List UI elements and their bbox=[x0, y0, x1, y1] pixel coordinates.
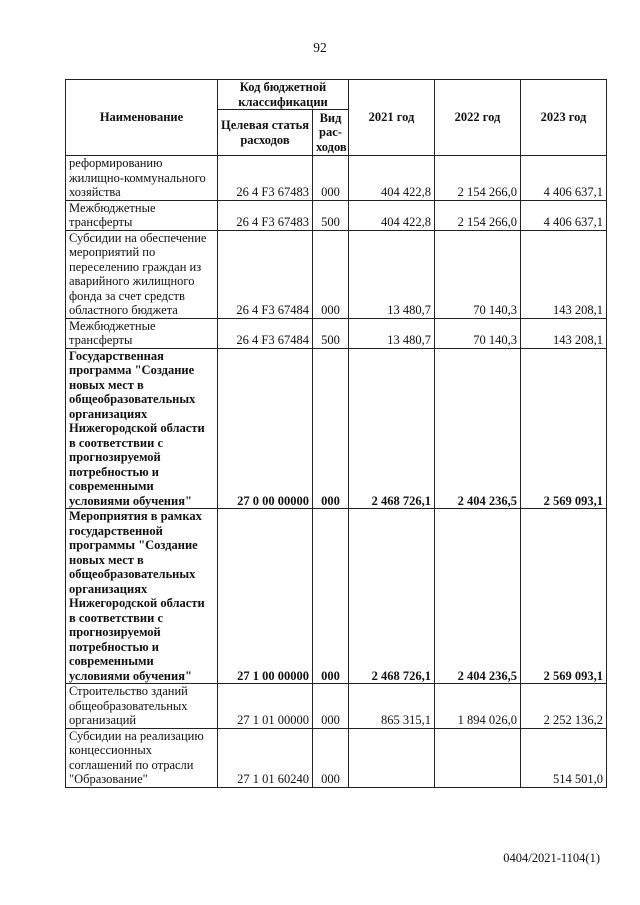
header-code-group: Код бюджетной классификации bbox=[218, 80, 349, 110]
row-2022: 2 404 236,5 bbox=[435, 509, 521, 684]
header-2021: 2021 год bbox=[349, 80, 435, 156]
document-code: 0404/2021-1104(1) bbox=[503, 851, 600, 865]
row-name: Мероприятия в рамках государственной программы "Создание новых мест в общеобразовательных организациях Нижегородской области в соответствии с прогнозируемой потребностью и современными условиями обучения" bbox=[66, 509, 218, 684]
budget-table bbox=[65, 79, 607, 788]
table-row bbox=[66, 728, 607, 787]
row-target-article: 27 0 00 00000 bbox=[218, 348, 313, 509]
row-2023: 4 406 637,1 bbox=[521, 156, 607, 201]
row-2023: 2 569 093,1 bbox=[521, 348, 607, 509]
page-number: 92 bbox=[313, 40, 327, 55]
row-2021: 2 468 726,1 bbox=[349, 509, 435, 684]
row-name: Субсидии на обеспечение мероприятий по переселению граждан из аварийного жилищного фонда за счет средств областного бюджета bbox=[66, 230, 218, 318]
row-2021: 2 468 726,1 bbox=[349, 348, 435, 509]
table-body bbox=[66, 156, 607, 788]
row-2022: 70 140,3 bbox=[435, 318, 521, 348]
row-expense-type: 000 bbox=[313, 348, 349, 509]
row-2021: 404 422,8 bbox=[349, 200, 435, 230]
row-target-article: 26 4 F3 67483 bbox=[218, 200, 313, 230]
row-name: Межбюджетные трансферты bbox=[66, 318, 218, 348]
row-target-article: 26 4 F3 67484 bbox=[218, 318, 313, 348]
row-expense-type: 500 bbox=[313, 318, 349, 348]
row-expense-type: 500 bbox=[313, 200, 349, 230]
row-expense-type: 000 bbox=[313, 156, 349, 201]
row-target-article: 27 1 00 00000 bbox=[218, 509, 313, 684]
row-2021: 13 480,7 bbox=[349, 230, 435, 318]
header-2022: 2022 год bbox=[435, 80, 521, 156]
table-row bbox=[66, 200, 607, 230]
row-name: реформированию жилищно-коммунального хозяйства bbox=[66, 156, 218, 201]
row-name: Строительство зданий общеобразовательных организаций bbox=[66, 684, 218, 729]
row-target-article: 27 1 01 60240 bbox=[218, 728, 313, 787]
row-2021: 404 422,8 bbox=[349, 156, 435, 201]
row-expense-type: 000 bbox=[313, 728, 349, 787]
row-2023: 143 208,1 bbox=[521, 318, 607, 348]
row-2021 bbox=[349, 728, 435, 787]
row-target-article: 27 1 01 00000 bbox=[218, 684, 313, 729]
row-2022 bbox=[435, 728, 521, 787]
row-expense-type: 000 bbox=[313, 509, 349, 684]
row-2022: 2 154 266,0 bbox=[435, 200, 521, 230]
row-expense-type: 000 bbox=[313, 230, 349, 318]
row-name: Субсидии на реализацию концессионных соглашений по отрасли "Образование" bbox=[66, 728, 218, 787]
row-2023: 2 252 136,2 bbox=[521, 684, 607, 729]
row-target-article: 26 4 F3 67483 bbox=[218, 156, 313, 201]
header-2023: 2023 год bbox=[521, 80, 607, 156]
row-expense-type: 000 bbox=[313, 684, 349, 729]
row-2021: 13 480,7 bbox=[349, 318, 435, 348]
row-2023: 143 208,1 bbox=[521, 230, 607, 318]
row-2023: 2 569 093,1 bbox=[521, 509, 607, 684]
row-2022: 2 404 236,5 bbox=[435, 348, 521, 509]
row-name: Межбюджетные трансферты bbox=[66, 200, 218, 230]
row-2021: 865 315,1 bbox=[349, 684, 435, 729]
table-row bbox=[66, 318, 607, 348]
header-name: Наименование bbox=[66, 80, 218, 156]
table-row bbox=[66, 348, 607, 509]
table-row bbox=[66, 684, 607, 729]
row-target-article: 26 4 F3 67484 bbox=[218, 230, 313, 318]
row-2022: 2 154 266,0 bbox=[435, 156, 521, 201]
row-2022: 1 894 026,0 bbox=[435, 684, 521, 729]
table-row bbox=[66, 156, 607, 201]
table-row bbox=[66, 509, 607, 684]
row-2023: 4 406 637,1 bbox=[521, 200, 607, 230]
table-row bbox=[66, 230, 607, 318]
row-name: Государственная программа "Создание новых мест в общеобразовательных организациях Нижегородской области в соответствии с прогнозируемой потребностью и современными условиями обучения" bbox=[66, 348, 218, 509]
table-header bbox=[66, 80, 607, 156]
header-expense-type: Вид рас-ходов bbox=[313, 110, 349, 156]
row-2022: 70 140,3 bbox=[435, 230, 521, 318]
header-target-article: Целевая статья расходов bbox=[218, 110, 313, 156]
row-2023: 514 501,0 bbox=[521, 728, 607, 787]
